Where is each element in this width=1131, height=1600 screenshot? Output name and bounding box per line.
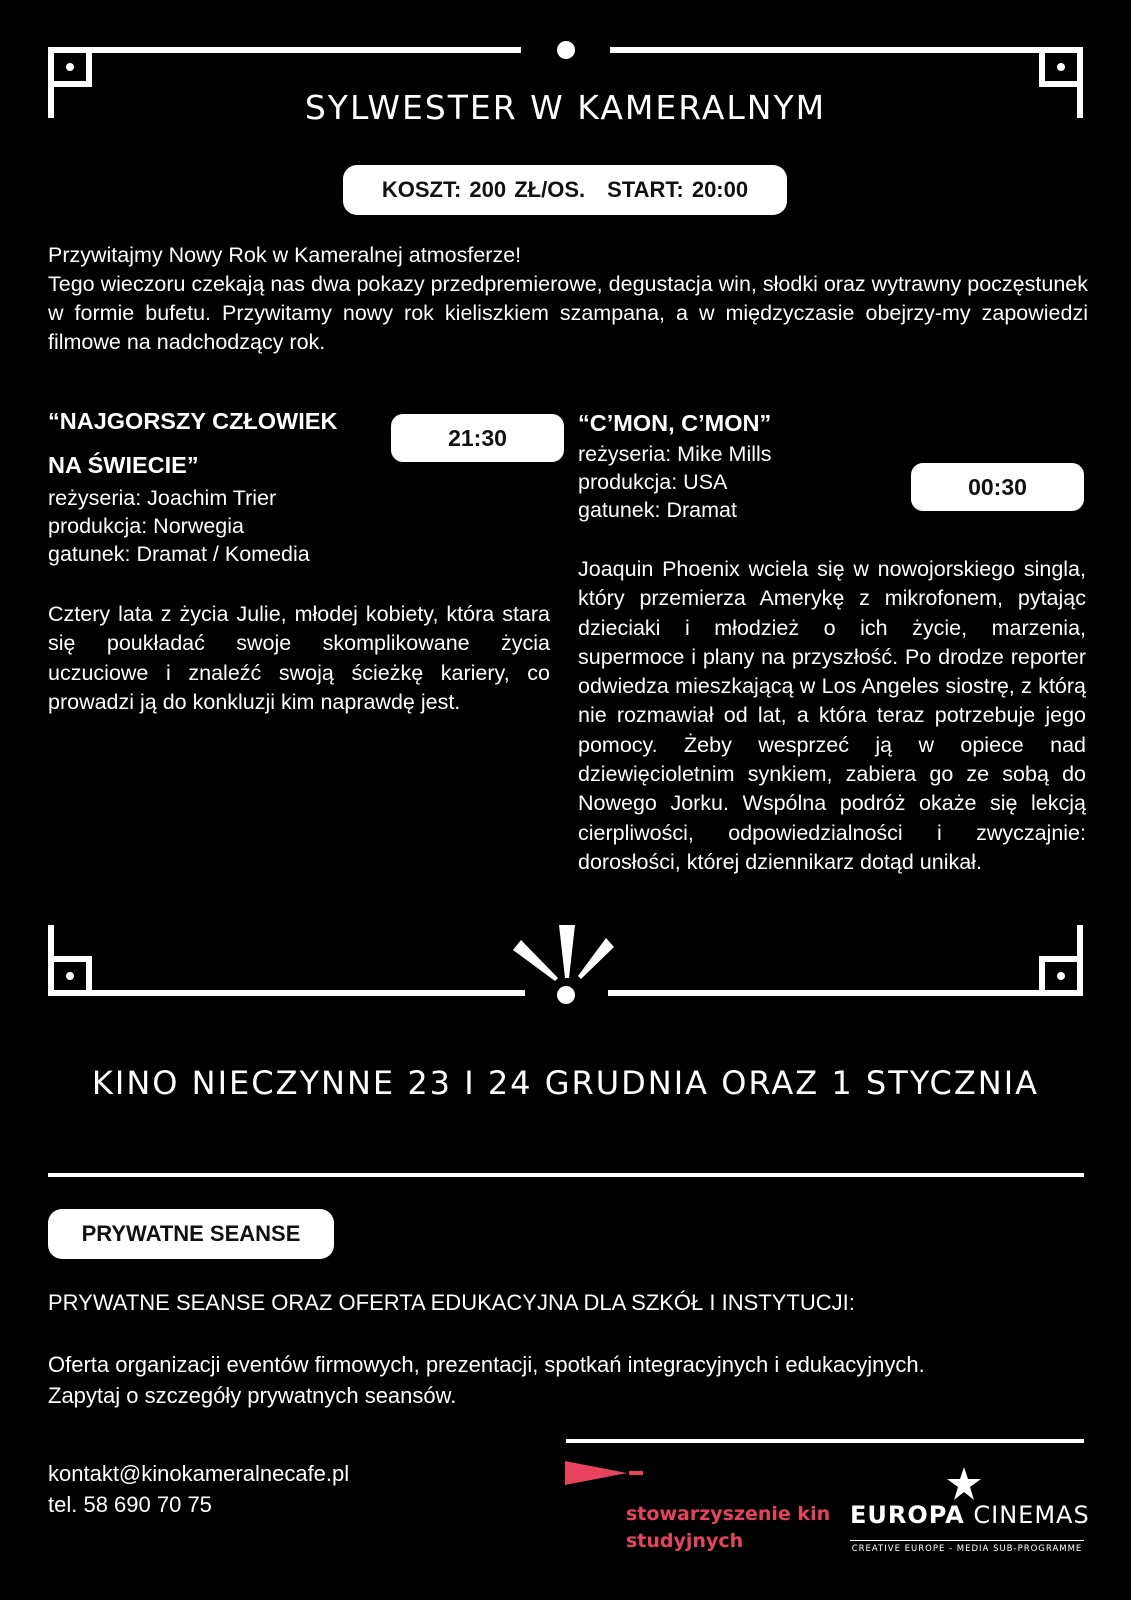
- exclamation-burst-icon: [513, 925, 614, 1004]
- film-2-director: reżyseria: Mike Mills: [578, 442, 772, 466]
- film-2-time-badge: 00:30: [911, 463, 1084, 511]
- contact-info: [48, 1458, 349, 1520]
- film-1-meta: [48, 484, 310, 568]
- bottom-left-ornament: [51, 925, 525, 993]
- top-left-dot: [66, 63, 74, 71]
- ski-logo-text: [626, 1501, 830, 1555]
- footer-divider: [566, 1439, 1084, 1443]
- private-desc-line-2: Zapytaj o szczegóły prywatnych seansów.: [48, 1383, 457, 1408]
- private-screenings-heading: PRYWATNE SEANSE ORAZ OFERTA EDUKACYJNA DLA SZKÓŁ I INSTYTUCJI:: [48, 1290, 855, 1315]
- bottom-right-ornament: [608, 925, 1080, 993]
- europa-star-icon: [946, 1466, 982, 1502]
- europa-cinemas-logo: [850, 1501, 1090, 1529]
- cinemas-word: CINEMAS: [973, 1501, 1090, 1529]
- price-start-badge: [343, 165, 787, 215]
- bottom-right-dot: [1057, 972, 1065, 980]
- film-2-genre: gatunek: Dramat: [578, 498, 737, 522]
- europa-cinemas-subtitle: CREATIVE EUROPE - MEDIA SUB-PROGRAMME: [850, 1540, 1084, 1554]
- intro-text: [48, 241, 1088, 357]
- intro-line-1: Przywitajmy Nowy Rok w Kameralnej atmosferze!: [48, 243, 522, 267]
- ski-logo-line-1: stowarzyszenie kin: [626, 1503, 831, 1525]
- film-2-description: Joaquin Phoenix wciela się w nowojorskiego singla, który przemierza Amerykę z mikrofonem, pytając dzieciaki i młodzież o ich życie, marzenia, supermoce i plany na przyszłość. Po drodze reporter odwiedza mieszkającą w Los Angeles siostrę, z którą nie rozmawiał od lat, a która teraz potrzebuje jego pomocy. Żeby wesprzeć ją w opiece nad dziewięcioletnim synkiem, zabiera go ze sobą do Nowego Jorku. Wspólna podróż okaże się lekcją cierpliwości, odpowiedzialności i zwyczajnie: dorosłości, której dziennikarz dotąd unikał.: [578, 557, 1086, 874]
- top-right-dot: [1057, 63, 1065, 71]
- contact-email[interactable]: kontakt@kinokameralnecafe.pl: [48, 1461, 350, 1486]
- closed-notice: KINO NIECZYNNE 23 I 24 GRUDNIA ORAZ 1 STYCZNIA: [91, 1064, 1040, 1102]
- bottom-left-dot: [66, 972, 74, 980]
- contact-phone: tel. 58 690 70 75: [48, 1492, 212, 1517]
- start-time-label: START: 20:00: [607, 177, 749, 202]
- event-title: SYLWESTER W KAMERALNYM: [304, 88, 827, 127]
- film-1-title-line-2: NA ŚWIECIE”: [48, 452, 199, 478]
- film-1-director: reżyseria: Joachim Trier: [48, 486, 277, 510]
- film-2-title: “C’MON, C’MON”: [578, 410, 772, 436]
- film-1-production: produkcja: Norwegia: [48, 514, 244, 538]
- section-divider: [48, 1173, 1084, 1177]
- top-center-dot: [557, 41, 575, 59]
- private-screenings-badge: PRYWATNE SEANSE: [48, 1209, 334, 1259]
- film-1-time-badge: 21:30: [391, 414, 564, 462]
- price-label: KOSZT: 200 ZŁ/OS.: [381, 177, 586, 202]
- film-1-title-line-1: “NAJGORSZY CZŁOWIEK: [48, 408, 338, 434]
- intro-line-2: Tego wieczoru czekają nas dwa pokazy przedpremierowe, degustacja win, słodki oraz wytrawny poczęstunek w formie bufetu. Przywitamy nowy rok kieliszkiem szampana, a w międzyczasie obejrzy-my zapowiedzi filmowe na nadchodzący rok.: [48, 272, 1088, 354]
- film-1-genre: gatunek: Dramat / Komedia: [48, 542, 310, 566]
- ski-logo-icon: [565, 1461, 645, 1491]
- ski-logo-line-2: studyjnych: [626, 1530, 744, 1552]
- film-2-meta: [578, 440, 772, 524]
- film-1-description: Cztery lata z życia Julie, młodej kobiety, która stara się poukładać swoje skomplikowane życia uczuciowe i znaleźć swoją ścieżkę kariery, co prowadzi ją do konkluzji kim naprawdę jest.: [48, 602, 550, 714]
- film-2-production: produkcja: USA: [578, 470, 728, 494]
- private-screenings-description: [48, 1349, 1108, 1411]
- europa-word: EUROPA: [850, 1501, 965, 1529]
- private-desc-line-1: Oferta organizacji eventów firmowych, prezentacji, spotkań integracyjnych i edukacyjnych.: [48, 1352, 925, 1377]
